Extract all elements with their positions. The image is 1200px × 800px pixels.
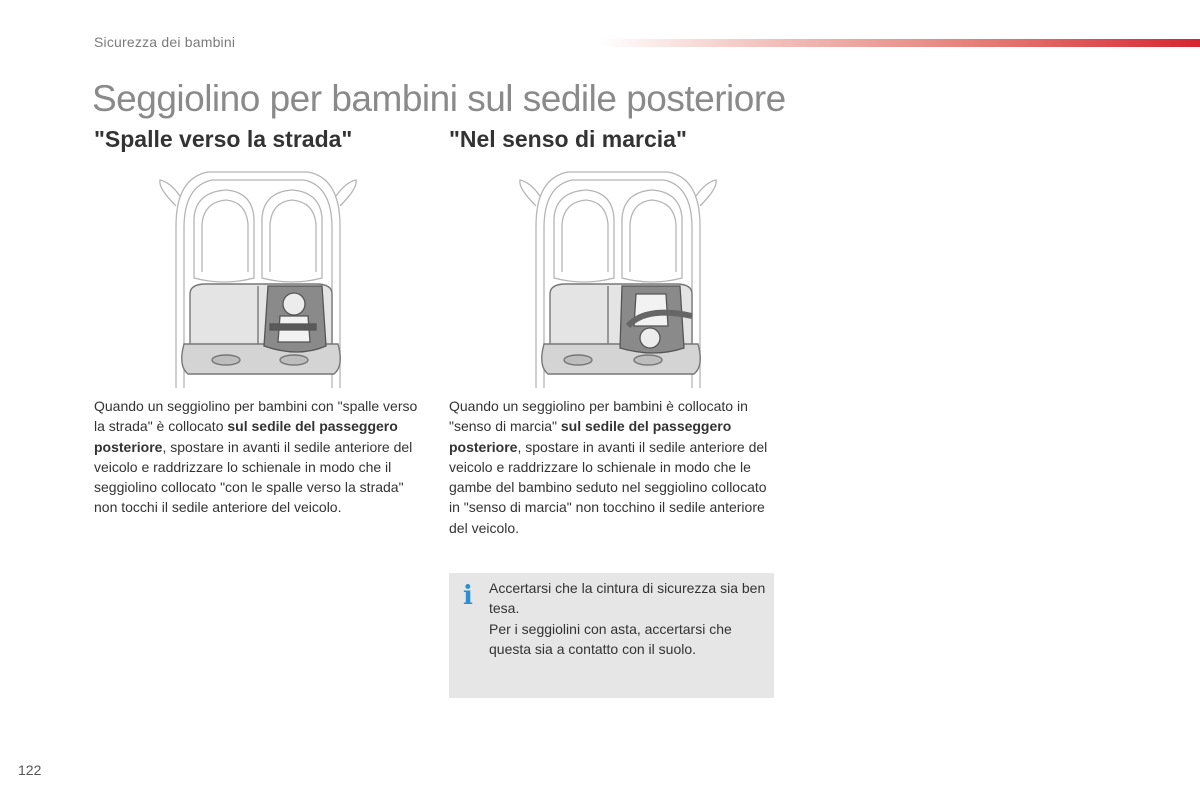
forward-facing-paragraph bbox=[449, 396, 779, 538]
info-note-box bbox=[449, 573, 774, 698]
text-run: Quando un seggiolino per bambini è collocato in "senso di marcia" bbox=[449, 398, 748, 435]
page-title: Seggiolino per bambini sul sedile posteriore bbox=[92, 78, 786, 119]
header-accent-bar bbox=[600, 39, 1200, 47]
text-run-bold: sul sedile del passeggero posteriore bbox=[449, 418, 732, 455]
section-label: Sicurezza dei bambini bbox=[94, 34, 236, 50]
text-run: , spostare in avanti il sedile anteriore del veicolo e raddrizzare lo schienale in modo che le gambe del bambino seduto nel seggiolino collocato in "senso di marcia" non tocchino il sedile anteriore del veicolo. bbox=[449, 438, 768, 536]
rear-facing-paragraph bbox=[94, 396, 424, 518]
forward-facing-instructions bbox=[449, 396, 779, 538]
heading-forward-facing: "Nel senso di marcia" bbox=[449, 126, 687, 152]
text-run: Quando un seggiolino per bambini con "spalle verso la strada" è collocato bbox=[94, 398, 418, 435]
info-line: Per i seggiolini con asta, accertarsi che questa sia a contatto con il suolo. bbox=[489, 620, 732, 657]
info-icon: i bbox=[463, 581, 473, 611]
heading-rear-facing: "Spalle verso la strada" bbox=[94, 126, 353, 152]
info-note-text bbox=[489, 578, 769, 659]
rear-facing-seat-illustration bbox=[148, 166, 368, 388]
info-line: Accertarsi che la cintura di sicurezza sia ben tesa. bbox=[489, 580, 766, 617]
forward-facing-seat-illustration bbox=[508, 166, 728, 388]
page-number: 122 bbox=[18, 762, 42, 778]
text-run: , spostare in avanti il sedile anteriore del veicolo e raddrizzare lo schienale in modo che il seggiolino collocato "con le spalle verso la strada" non tocchi il sedile anteriore del veicolo. bbox=[94, 438, 413, 516]
text-run-bold: sul sedile del passeggero posteriore bbox=[94, 418, 398, 455]
rear-facing-instructions bbox=[94, 396, 424, 518]
